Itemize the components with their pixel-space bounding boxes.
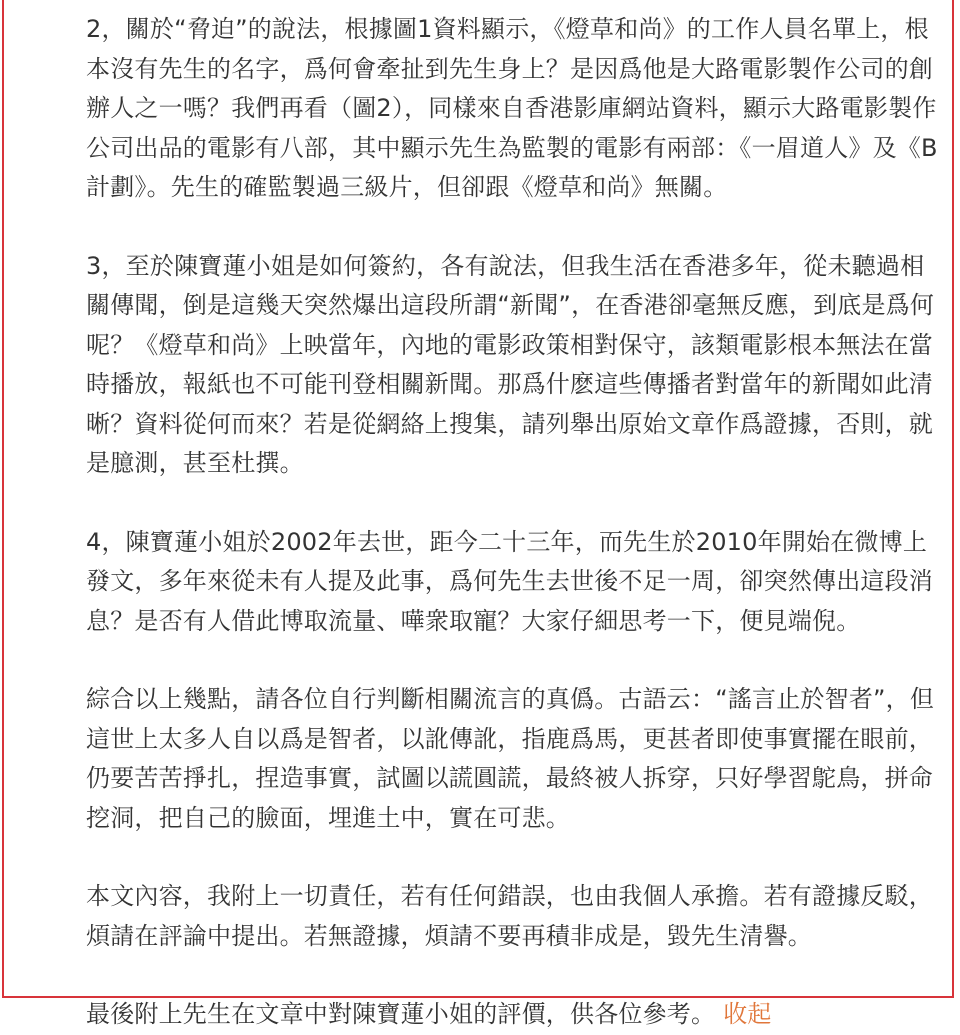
- article-body: [86, 10, 944, 1035]
- collapse-link[interactable]: 收起: [723, 1000, 772, 1028]
- closing-text: 最後附上先生在文章中對陳寶蓮小姐的評價，供各位參考。: [86, 1000, 716, 1028]
- paragraph-point-2: 2，關於“脅迫”的說法，根據圖1資料顯示，《燈草和尚》的工作人員名單上，根本沒有先生的名字，爲何會牽扯到先生身上？是因爲他是大路電影製作公司的創辦人之一嗎？我們再看（圖2），同樣來自香港影庫網站資料，顯示大路電影製作公司出品的電影有八部，其中顯示先生為監製的電影有兩部：《一眉道人》及《B計劃》。先生的確監製過三級片，但卻跟《燈草和尚》無關。: [86, 15, 938, 201]
- article-frame: [2, 0, 954, 1028]
- paragraph-responsibility: 本文內容，我附上一切責任，若有任何錯誤，也由我個人承擔。若有證據反駁，煩請在評論中提出。若無證據，煩請不要再積非成是，毀先生清譽。: [86, 882, 933, 950]
- paragraph-point-4: 4，陳寶蓮小姐於2002年去世，距今二十三年，而先生於2010年開始在微博上發文，多年來從未有人提及此事，爲何先生去世後不足一周，卻突然傳出這段消息？是否有人借此博取流量、嘩衆取寵？大家仔細思考一下，便見端倪。: [86, 527, 933, 635]
- paragraph-point-3: 3，至於陳寶蓮小姐是如何簽約，各有說法，但我生活在香港多年，從未聽過相關傳聞，倒是這幾天突然爆出這段所謂“新聞”，在香港卻毫無反應，到底是爲何呢？《燈草和尚》上映當年，內地的電影政策相對保守，該類電影根本無法在當時播放，報紙也不可能刊登相關新聞。那爲什麽這些傳播者對當年的新聞如此清晰？資料從何而來？若是從網絡上搜集，請列舉出原始文章作爲證據，否則，就是臆測，甚至杜撰。: [86, 251, 935, 477]
- paragraph-summary: 綜合以上幾點，請各位自行判斷相關流言的真僞。古語云：“謠言止於智者”，但這世上太多人自以爲是智者，以訛傳訛，指鹿爲馬，更甚者即使事實擺在眼前，仍要苦苦掙扎，捏造事實，試圖以謊圓謊，最終被人拆穿，只好學習鴕鳥，拼命挖洞，把自己的臉面，埋進土中，實在可悲。: [86, 685, 935, 832]
- paragraph-closing: [86, 995, 944, 1035]
